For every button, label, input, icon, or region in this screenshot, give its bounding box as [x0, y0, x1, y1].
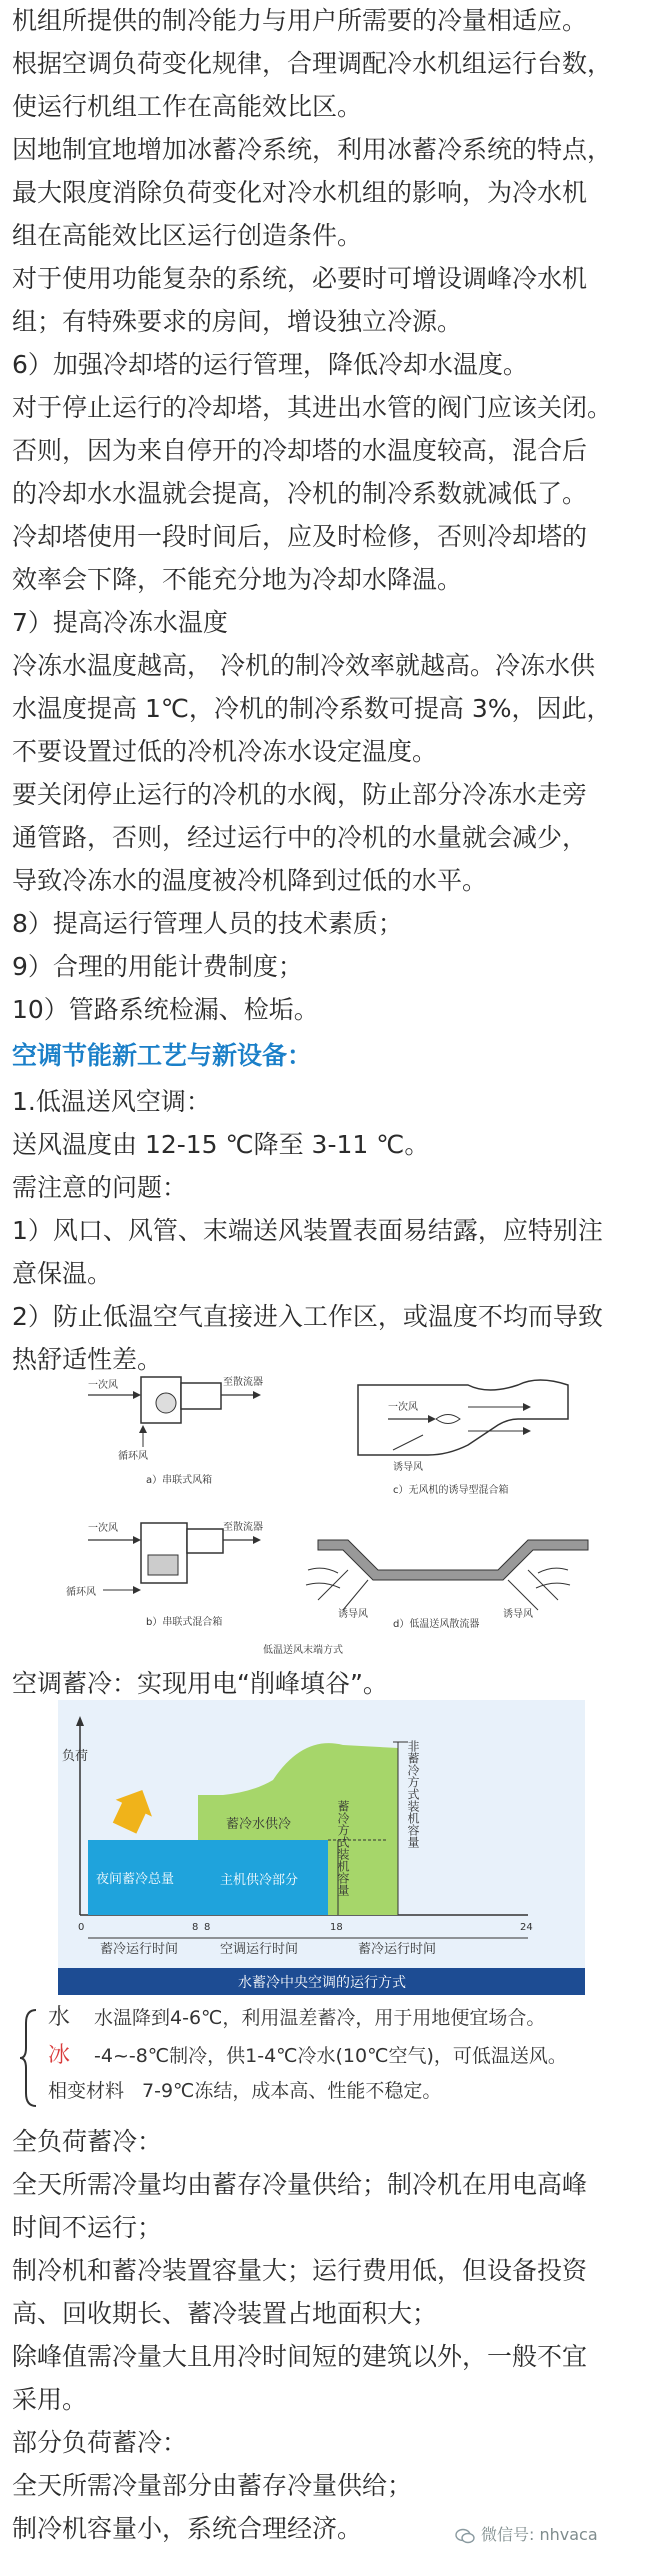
storage-heading: 空调蓄冷：实现用电“削峰填谷”。 [12, 1669, 388, 1698]
paragraph-line: 除峰值需冷量大且用冷时间短的建筑以外，一般不宜 [12, 2342, 588, 2371]
paragraph-line: 1.低温送风空调： [12, 1087, 211, 1116]
media-key: 冰 [48, 2043, 71, 2068]
paragraph-line: 对于停止运行的冷却塔，其进出水管的阀门应该关闭。 [12, 393, 613, 422]
brace-icon [18, 2008, 40, 2108]
figure2-banner-text: 水蓄冷中央空调的运行方式 [238, 1975, 406, 1991]
storage-media-list [18, 2000, 638, 2110]
label-c-induced: 诱导风 [393, 1462, 423, 1473]
caption-c: c）无风机的诱导型混合箱 [393, 1485, 509, 1496]
storage-time-right-label: 蓄冷运行时间 [358, 1942, 437, 1957]
tick-18: 18 [330, 1922, 343, 1933]
list-item-8: 8）提高运行管理人员的技术素质； [12, 909, 403, 938]
wechat-icon [455, 2528, 475, 2544]
label-a-return: 循环风 [118, 1451, 148, 1462]
paragraph-line: 组；有特殊要求的房间，增设独立冷源。 [12, 307, 463, 336]
media-text: -4~-8℃制冷，供1-4℃冷水(10℃空气)，可低温送风。 [94, 2045, 567, 2067]
label-b-to-room: 至散流器 [223, 1522, 263, 1533]
paragraph-line: 根据空调负荷变化规律，合理调配冷水机组运行台数， [12, 49, 613, 78]
paragraph-line: 组在高能效比区运行创造条件。 [12, 221, 363, 250]
paragraph-line: 采用。 [12, 2385, 88, 2414]
label-b-primary: 一次风 [88, 1523, 118, 1534]
ac-time-label: 空调运行时间 [220, 1942, 299, 1957]
diagram-d [306, 1540, 588, 1630]
main-supply-label: 主机供冷部分 [220, 1873, 299, 1888]
paragraph-line: 1）风口、风管、末端送风装置表面易结露，应特别注 [12, 1216, 603, 1245]
caption-b: b）串联式混合箱 [146, 1617, 223, 1628]
paragraph-line: 不要设置过低的冷机冷冻水设定温度。 [12, 737, 438, 766]
media-row-pcm [48, 2076, 441, 2103]
wechat-watermark [455, 2522, 598, 2545]
media-row-water [48, 2000, 545, 2031]
diagram-b [66, 1520, 263, 1628]
figure1-main-caption: 低温送风末端方式 [263, 1645, 343, 1656]
list-item-10: 10）管路系统检漏、检垢。 [12, 995, 319, 1024]
media-key: 相变材料 [48, 2080, 125, 2102]
label-a-to-room: 至散流器 [223, 1377, 263, 1388]
paragraph-line: 导致冷冻水的温度被冷机降到过低的水平。 [12, 866, 488, 895]
paragraph-line: 意保温。 [12, 1259, 113, 1288]
paragraph-line: 机组所提供的制冷能力与用户所需要的冷量相适应。 [12, 6, 588, 35]
storage-supply-label: 蓄冷水供冷 [226, 1817, 292, 1832]
diagram-c [358, 1380, 568, 1496]
paragraph-line: 制冷机和蓄冷装置容量大；运行费用低，但设备投资 [12, 2256, 588, 2285]
paragraph-line: 的冷却水水温就会提高，冷机的制冷系数就减低了。 [12, 479, 588, 508]
paragraph-line: 水温度提高 1℃，冷机的制冷系数可提高 3%，因此， [12, 694, 612, 723]
paragraph-line: 冷冻水温度越高， 冷机的制冷效率就越高。冷冻水供 [12, 651, 595, 680]
list-heading-7: 7）提高冷冻水温度 [12, 608, 228, 637]
tick-8a: 8 [192, 1922, 199, 1933]
paragraph-line: 需注意的问题： [12, 1173, 188, 1202]
section-heading: 空调节能新工艺与新设备： [12, 1041, 313, 1070]
label-a-primary: 一次风 [88, 1380, 118, 1391]
paragraph-line: 通管路，否则，经过运行中的冷机的水量就会减少， [12, 823, 588, 852]
storage-time-label: 蓄冷运行时间 [100, 1942, 179, 1957]
paragraph-line: 冷却塔使用一段时间后，应及时检修，否则冷却塔的 [12, 522, 588, 551]
media-text: 水温降到4-6℃，利用温差蓄冷，用于用地便宜场合。 [94, 2007, 546, 2029]
paragraph-line: 2）防止低温空气直接进入工作区，或温度不均而导致 [12, 1302, 603, 1331]
caption-a: a）串联式风箱 [146, 1475, 213, 1486]
list-heading-6: 6）加强冷却塔的运行管理，降低冷却水温度。 [12, 350, 528, 379]
night-storage-label: 夜间蓄冷总量 [96, 1872, 175, 1887]
paragraph-line: 部分负荷蓄冷： [12, 2428, 188, 2457]
paragraph-line: 全负荷蓄冷： [12, 2127, 163, 2156]
paragraph-line: 时间不运行； [12, 2213, 163, 2242]
paragraph-line: 热舒适性差。 [12, 1345, 163, 1374]
paragraph-line: 最大限度消除负荷变化对冷水机组的影响，为冷水机 [12, 178, 588, 207]
paragraph-line: 送风温度由 12-15 ℃降至 3-11 ℃。 [12, 1130, 430, 1159]
capacity-nonstorage-label: 非蓄冷方式装机容量 [406, 1740, 420, 1848]
paragraph-line: 制冷机容量小，系统合理经济。 [12, 2514, 363, 2543]
tick-24: 24 [520, 1922, 533, 1933]
y-axis-label: 负荷 [62, 1749, 89, 1764]
tick-8b: 8 [204, 1922, 211, 1933]
paragraph-line: 否则，因为来自停开的冷却塔的水温度较高，混合后 [12, 436, 588, 465]
watermark-text: 微信号: nhvaca [481, 2525, 598, 2544]
media-key: 水 [48, 2005, 71, 2030]
paragraph-line: 全天所需冷量均由蓄存冷量供给；制冷机在用电高峰 [12, 2170, 588, 2199]
paragraph-line: 对于使用功能复杂的系统，必要时可增设调峰冷水机 [12, 264, 588, 293]
water-storage-figure [58, 1700, 585, 1995]
label-b-return: 循环风 [66, 1587, 96, 1598]
low-temp-terminal-figure [48, 1355, 603, 1660]
media-text: 7-9℃冻结，成本高、性能不稳定。 [142, 2080, 442, 2102]
list-item-9: 9）合理的用能计费制度； [12, 952, 303, 981]
paragraph-line: 全天所需冷量部分由蓄存冷量供给； [12, 2471, 413, 2500]
paragraph-line: 使运行机组工作在高能效比区。 [12, 92, 363, 121]
paragraph-line: 要关闭停止运行的冷机的水阀，防止部分冷冻水走旁 [12, 780, 588, 809]
transfer-arrow-icon [106, 1782, 160, 1837]
tick-0: 0 [78, 1922, 85, 1933]
paragraph-line: 效率会下降，不能充分地为冷却水降温。 [12, 565, 463, 594]
caption-d: d）低温送风散流器 [393, 1619, 480, 1630]
label-d-induced-left: 诱导风 [338, 1609, 368, 1620]
capacity-storage-label: 蓄冷方式装机容量 [336, 1800, 350, 1896]
paragraph-line: 因地制宜地增加冰蓄冷系统，利用冰蓄冷系统的特点， [12, 135, 613, 164]
media-row-ice [48, 2038, 567, 2069]
paragraph-line: 高、回收期长、蓄冷装置占地面积大； [12, 2299, 438, 2328]
label-c-primary: 一次风 [388, 1402, 418, 1413]
label-d-induced-right: 诱导风 [503, 1609, 533, 1620]
diagram-a [88, 1375, 263, 1486]
